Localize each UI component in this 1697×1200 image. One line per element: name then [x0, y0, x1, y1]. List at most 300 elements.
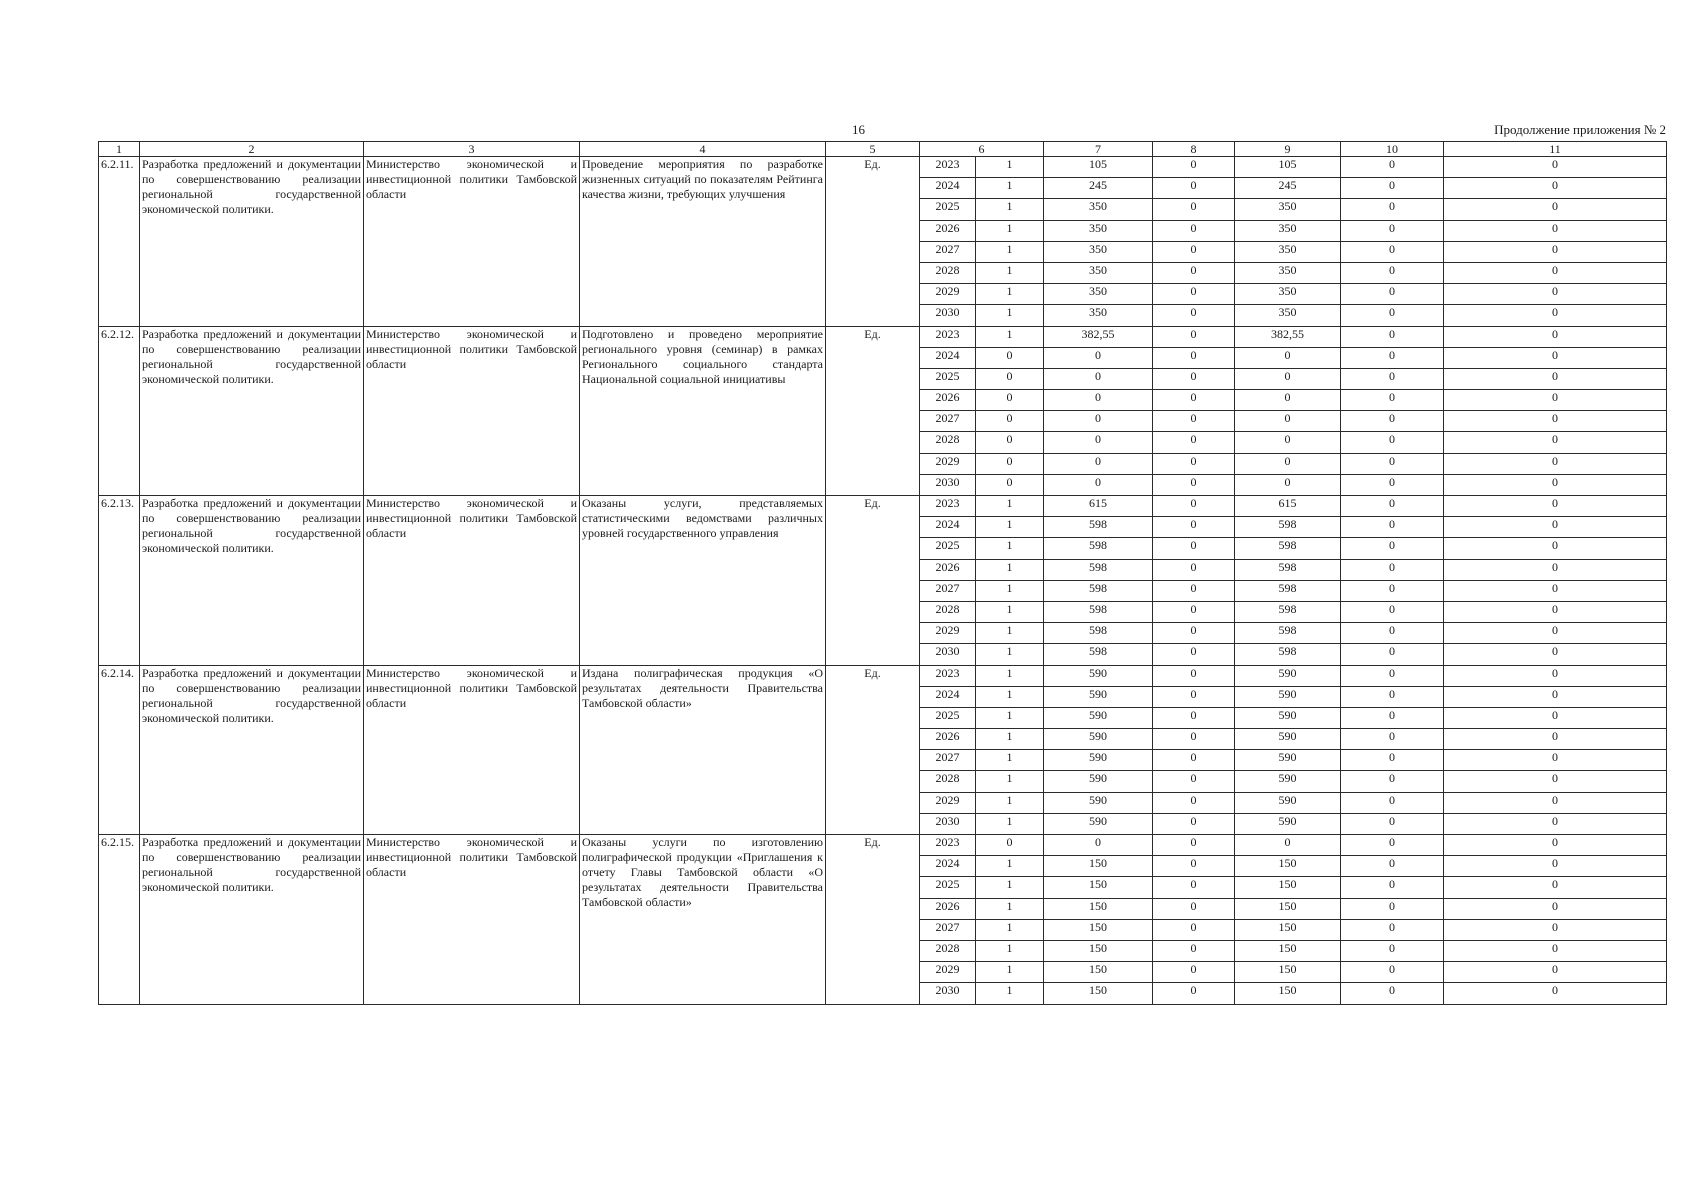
table-row [99, 835, 1667, 856]
total-cell: 598 [1044, 623, 1153, 644]
total-cell: 590 [1044, 750, 1153, 771]
total-cell: 350 [1044, 284, 1153, 305]
local-budget-cell: 0 [1341, 792, 1444, 813]
local-budget-cell: 0 [1341, 729, 1444, 750]
year-cell: 2024 [920, 347, 976, 368]
regional-budget-cell: 0 [1235, 453, 1341, 474]
total-cell: 350 [1044, 241, 1153, 262]
federal-budget-cell: 0 [1153, 368, 1235, 389]
total-cell: 590 [1044, 792, 1153, 813]
indicator-value-cell: 1 [976, 538, 1044, 559]
indicator-value-cell: 0 [976, 474, 1044, 495]
other-sources-cell: 0 [1444, 665, 1667, 686]
federal-budget-cell: 0 [1153, 178, 1235, 199]
other-sources-cell: 0 [1444, 940, 1667, 961]
year-cell: 2026 [920, 729, 976, 750]
local-budget-cell: 0 [1341, 262, 1444, 283]
total-cell: 150 [1044, 877, 1153, 898]
regional-budget-cell: 590 [1235, 750, 1341, 771]
local-budget-cell: 0 [1341, 347, 1444, 368]
total-cell: 590 [1044, 707, 1153, 728]
year-cell: 2028 [920, 262, 976, 283]
other-sources-cell: 0 [1444, 262, 1667, 283]
indicator-value-cell: 1 [976, 919, 1044, 940]
other-sources-cell: 0 [1444, 517, 1667, 538]
regional-budget-cell: 0 [1235, 368, 1341, 389]
item-executor: Министерство экономической и инвестиционной политики Тамбовской области [364, 665, 580, 835]
local-budget-cell: 0 [1341, 771, 1444, 792]
federal-budget-cell: 0 [1153, 517, 1235, 538]
regional-budget-cell: 150 [1235, 919, 1341, 940]
indicator-value-cell: 1 [976, 962, 1044, 983]
continuation-label: Продолжение приложения № 2 [1494, 122, 1666, 137]
other-sources-cell: 0 [1444, 199, 1667, 220]
column-header: 6 [920, 142, 1044, 157]
other-sources-cell: 0 [1444, 368, 1667, 389]
regional-budget-cell: 0 [1235, 474, 1341, 495]
regional-budget-cell: 590 [1235, 771, 1341, 792]
regional-budget-cell: 150 [1235, 962, 1341, 983]
year-cell: 2029 [920, 792, 976, 813]
local-budget-cell: 0 [1341, 220, 1444, 241]
total-cell: 0 [1044, 432, 1153, 453]
item-name: Разработка предложений и документации по совершенствованию реализации региональной государственной экономической политики. [140, 157, 364, 327]
federal-budget-cell: 0 [1153, 559, 1235, 580]
year-cell: 2029 [920, 623, 976, 644]
total-cell: 150 [1044, 856, 1153, 877]
local-budget-cell: 0 [1341, 411, 1444, 432]
column-header: 5 [826, 142, 920, 157]
year-cell: 2029 [920, 284, 976, 305]
federal-budget-cell: 0 [1153, 432, 1235, 453]
other-sources-cell: 0 [1444, 835, 1667, 856]
table-row [99, 665, 1667, 686]
indicator-value-cell: 1 [976, 665, 1044, 686]
year-cell: 2028 [920, 771, 976, 792]
local-budget-cell: 0 [1341, 644, 1444, 665]
item-unit: Ед. [826, 496, 920, 666]
other-sources-cell: 0 [1444, 411, 1667, 432]
year-cell: 2024 [920, 856, 976, 877]
regional-budget-cell: 0 [1235, 390, 1341, 411]
item-number: 6.2.11. [99, 157, 140, 327]
local-budget-cell: 0 [1341, 474, 1444, 495]
year-cell: 2024 [920, 517, 976, 538]
program-table [98, 141, 1667, 1005]
local-budget-cell: 0 [1341, 940, 1444, 961]
federal-budget-cell: 0 [1153, 835, 1235, 856]
year-cell: 2026 [920, 390, 976, 411]
regional-budget-cell: 590 [1235, 729, 1341, 750]
other-sources-cell: 0 [1444, 496, 1667, 517]
other-sources-cell: 0 [1444, 601, 1667, 622]
federal-budget-cell: 0 [1153, 241, 1235, 262]
total-cell: 150 [1044, 983, 1153, 1004]
regional-budget-cell: 350 [1235, 284, 1341, 305]
year-cell: 2026 [920, 898, 976, 919]
indicator-value-cell: 1 [976, 940, 1044, 961]
federal-budget-cell: 0 [1153, 919, 1235, 940]
local-budget-cell: 0 [1341, 559, 1444, 580]
other-sources-cell: 0 [1444, 771, 1667, 792]
total-cell: 350 [1044, 220, 1153, 241]
other-sources-cell: 0 [1444, 919, 1667, 940]
regional-budget-cell: 615 [1235, 496, 1341, 517]
item-name: Разработка предложений и документации по совершенствованию реализации региональной государственной экономической политики. [140, 835, 364, 1005]
local-budget-cell: 0 [1341, 326, 1444, 347]
local-budget-cell: 0 [1341, 856, 1444, 877]
year-cell: 2024 [920, 686, 976, 707]
regional-budget-cell: 0 [1235, 432, 1341, 453]
column-header: 1 [99, 142, 140, 157]
federal-budget-cell: 0 [1153, 157, 1235, 178]
item-result: Подготовлено и проведено мероприятие регионального уровня (семинар) в рамках Регионального социального стандарта Национальной социальной инициативы [580, 326, 826, 496]
local-budget-cell: 0 [1341, 432, 1444, 453]
federal-budget-cell: 0 [1153, 411, 1235, 432]
column-header: 2 [140, 142, 364, 157]
other-sources-cell: 0 [1444, 750, 1667, 771]
regional-budget-cell: 350 [1235, 220, 1341, 241]
regional-budget-cell: 590 [1235, 792, 1341, 813]
regional-budget-cell: 590 [1235, 686, 1341, 707]
other-sources-cell: 0 [1444, 792, 1667, 813]
federal-budget-cell: 0 [1153, 580, 1235, 601]
year-cell: 2028 [920, 432, 976, 453]
year-cell: 2029 [920, 962, 976, 983]
item-number: 6.2.15. [99, 835, 140, 1005]
total-cell: 0 [1044, 474, 1153, 495]
other-sources-cell: 0 [1444, 580, 1667, 601]
total-cell: 0 [1044, 453, 1153, 474]
other-sources-cell: 0 [1444, 559, 1667, 580]
indicator-value-cell: 1 [976, 856, 1044, 877]
item-unit: Ед. [826, 835, 920, 1005]
federal-budget-cell: 0 [1153, 792, 1235, 813]
year-cell: 2026 [920, 559, 976, 580]
item-result: Оказаны услуги по изготовлению полиграфической продукции «Приглашения к отчету Главы Тамбовской области «О результатах деятельности Правительства Тамбовской области» [580, 835, 826, 1005]
total-cell: 150 [1044, 940, 1153, 961]
total-cell: 0 [1044, 390, 1153, 411]
indicator-value-cell: 1 [976, 284, 1044, 305]
regional-budget-cell: 598 [1235, 580, 1341, 601]
regional-budget-cell: 105 [1235, 157, 1341, 178]
year-cell: 2027 [920, 750, 976, 771]
year-cell: 2027 [920, 411, 976, 432]
local-budget-cell: 0 [1341, 813, 1444, 834]
local-budget-cell: 0 [1341, 835, 1444, 856]
column-header: 3 [364, 142, 580, 157]
federal-budget-cell: 0 [1153, 707, 1235, 728]
column-header: 4 [580, 142, 826, 157]
regional-budget-cell: 245 [1235, 178, 1341, 199]
local-budget-cell: 0 [1341, 305, 1444, 326]
total-cell: 150 [1044, 898, 1153, 919]
table-body [99, 157, 1667, 1005]
regional-budget-cell: 150 [1235, 983, 1341, 1004]
local-budget-cell: 0 [1341, 707, 1444, 728]
year-cell: 2026 [920, 220, 976, 241]
item-executor: Министерство экономической и инвестиционной политики Тамбовской области [364, 326, 580, 496]
local-budget-cell: 0 [1341, 241, 1444, 262]
year-cell: 2030 [920, 305, 976, 326]
regional-budget-cell: 598 [1235, 644, 1341, 665]
regional-budget-cell: 150 [1235, 940, 1341, 961]
indicator-value-cell: 1 [976, 644, 1044, 665]
local-budget-cell: 0 [1341, 390, 1444, 411]
federal-budget-cell: 0 [1153, 390, 1235, 411]
total-cell: 598 [1044, 644, 1153, 665]
year-cell: 2023 [920, 835, 976, 856]
indicator-value-cell: 1 [976, 326, 1044, 347]
total-cell: 598 [1044, 517, 1153, 538]
total-cell: 590 [1044, 665, 1153, 686]
federal-budget-cell: 0 [1153, 813, 1235, 834]
other-sources-cell: 0 [1444, 538, 1667, 559]
other-sources-cell: 0 [1444, 623, 1667, 644]
local-budget-cell: 0 [1341, 877, 1444, 898]
item-unit: Ед. [826, 665, 920, 835]
total-cell: 350 [1044, 199, 1153, 220]
regional-budget-cell: 350 [1235, 241, 1341, 262]
year-cell: 2029 [920, 453, 976, 474]
regional-budget-cell: 598 [1235, 559, 1341, 580]
regional-budget-cell: 598 [1235, 538, 1341, 559]
indicator-value-cell: 1 [976, 750, 1044, 771]
federal-budget-cell: 0 [1153, 623, 1235, 644]
total-cell: 245 [1044, 178, 1153, 199]
regional-budget-cell: 598 [1235, 601, 1341, 622]
item-executor: Министерство экономической и инвестиционной политики Тамбовской области [364, 157, 580, 327]
total-cell: 0 [1044, 347, 1153, 368]
total-cell: 598 [1044, 559, 1153, 580]
year-cell: 2025 [920, 877, 976, 898]
federal-budget-cell: 0 [1153, 644, 1235, 665]
total-cell: 590 [1044, 813, 1153, 834]
indicator-value-cell: 0 [976, 411, 1044, 432]
regional-budget-cell: 598 [1235, 623, 1341, 644]
indicator-value-cell: 1 [976, 199, 1044, 220]
indicator-value-cell: 1 [976, 157, 1044, 178]
year-cell: 2027 [920, 580, 976, 601]
year-cell: 2025 [920, 368, 976, 389]
indicator-value-cell: 1 [976, 601, 1044, 622]
federal-budget-cell: 0 [1153, 347, 1235, 368]
total-cell: 598 [1044, 601, 1153, 622]
federal-budget-cell: 0 [1153, 729, 1235, 750]
other-sources-cell: 0 [1444, 877, 1667, 898]
item-number: 6.2.14. [99, 665, 140, 835]
item-name: Разработка предложений и документации по совершенствованию реализации региональной государственной экономической политики. [140, 665, 364, 835]
indicator-value-cell: 0 [976, 390, 1044, 411]
indicator-value-cell: 1 [976, 686, 1044, 707]
indicator-value-cell: 1 [976, 983, 1044, 1004]
page-number: 16 [852, 122, 865, 137]
local-budget-cell: 0 [1341, 580, 1444, 601]
federal-budget-cell: 0 [1153, 284, 1235, 305]
item-result: Издана полиграфическая продукция «О результатах деятельности Правительства Тамбовской области» [580, 665, 826, 835]
indicator-value-cell: 1 [976, 813, 1044, 834]
column-header: 11 [1444, 142, 1667, 157]
item-unit: Ед. [826, 157, 920, 327]
local-budget-cell: 0 [1341, 898, 1444, 919]
regional-budget-cell: 382,55 [1235, 326, 1341, 347]
regional-budget-cell: 150 [1235, 877, 1341, 898]
federal-budget-cell: 0 [1153, 771, 1235, 792]
federal-budget-cell: 0 [1153, 326, 1235, 347]
federal-budget-cell: 0 [1153, 601, 1235, 622]
local-budget-cell: 0 [1341, 665, 1444, 686]
total-cell: 0 [1044, 835, 1153, 856]
column-header: 7 [1044, 142, 1153, 157]
year-cell: 2025 [920, 199, 976, 220]
local-budget-cell: 0 [1341, 686, 1444, 707]
indicator-value-cell: 1 [976, 580, 1044, 601]
indicator-value-cell: 1 [976, 305, 1044, 326]
other-sources-cell: 0 [1444, 241, 1667, 262]
other-sources-cell: 0 [1444, 220, 1667, 241]
year-cell: 2030 [920, 983, 976, 1004]
item-number: 6.2.12. [99, 326, 140, 496]
local-budget-cell: 0 [1341, 962, 1444, 983]
other-sources-cell: 0 [1444, 644, 1667, 665]
total-cell: 590 [1044, 729, 1153, 750]
federal-budget-cell: 0 [1153, 474, 1235, 495]
indicator-value-cell: 0 [976, 368, 1044, 389]
regional-budget-cell: 0 [1235, 347, 1341, 368]
local-budget-cell: 0 [1341, 538, 1444, 559]
indicator-value-cell: 0 [976, 432, 1044, 453]
regional-budget-cell: 350 [1235, 199, 1341, 220]
total-cell: 350 [1044, 262, 1153, 283]
regional-budget-cell: 598 [1235, 517, 1341, 538]
year-cell: 2025 [920, 538, 976, 559]
column-header: 9 [1235, 142, 1341, 157]
federal-budget-cell: 0 [1153, 962, 1235, 983]
indicator-value-cell: 1 [976, 241, 1044, 262]
year-cell: 2023 [920, 326, 976, 347]
table-row [99, 326, 1667, 347]
column-header: 8 [1153, 142, 1235, 157]
indicator-value-cell: 1 [976, 771, 1044, 792]
total-cell: 350 [1044, 305, 1153, 326]
year-cell: 2027 [920, 241, 976, 262]
other-sources-cell: 0 [1444, 962, 1667, 983]
total-cell: 615 [1044, 496, 1153, 517]
other-sources-cell: 0 [1444, 305, 1667, 326]
local-budget-cell: 0 [1341, 157, 1444, 178]
indicator-value-cell: 1 [976, 898, 1044, 919]
local-budget-cell: 0 [1341, 983, 1444, 1004]
indicator-value-cell: 1 [976, 623, 1044, 644]
table-row [99, 496, 1667, 517]
other-sources-cell: 0 [1444, 898, 1667, 919]
regional-budget-cell: 590 [1235, 665, 1341, 686]
federal-budget-cell: 0 [1153, 262, 1235, 283]
regional-budget-cell: 350 [1235, 262, 1341, 283]
indicator-value-cell: 1 [976, 792, 1044, 813]
federal-budget-cell: 0 [1153, 898, 1235, 919]
year-cell: 2023 [920, 157, 976, 178]
year-cell: 2030 [920, 813, 976, 834]
local-budget-cell: 0 [1341, 919, 1444, 940]
indicator-value-cell: 0 [976, 835, 1044, 856]
regional-budget-cell: 150 [1235, 898, 1341, 919]
local-budget-cell: 0 [1341, 199, 1444, 220]
table-row [99, 157, 1667, 178]
local-budget-cell: 0 [1341, 496, 1444, 517]
indicator-value-cell: 0 [976, 347, 1044, 368]
federal-budget-cell: 0 [1153, 665, 1235, 686]
indicator-value-cell: 1 [976, 262, 1044, 283]
other-sources-cell: 0 [1444, 284, 1667, 305]
item-unit: Ед. [826, 326, 920, 496]
indicator-value-cell: 1 [976, 707, 1044, 728]
federal-budget-cell: 0 [1153, 686, 1235, 707]
total-cell: 150 [1044, 919, 1153, 940]
item-result: Оказаны услуги, представляемых статистическими ведомствами различных уровней государственного управления [580, 496, 826, 666]
federal-budget-cell: 0 [1153, 305, 1235, 326]
year-cell: 2024 [920, 178, 976, 199]
column-number-header [99, 142, 1667, 157]
other-sources-cell: 0 [1444, 432, 1667, 453]
federal-budget-cell: 0 [1153, 199, 1235, 220]
year-cell: 2030 [920, 644, 976, 665]
federal-budget-cell: 0 [1153, 750, 1235, 771]
total-cell: 105 [1044, 157, 1153, 178]
other-sources-cell: 0 [1444, 729, 1667, 750]
local-budget-cell: 0 [1341, 750, 1444, 771]
total-cell: 382,55 [1044, 326, 1153, 347]
item-executor: Министерство экономической и инвестиционной политики Тамбовской области [364, 496, 580, 666]
column-header: 10 [1341, 142, 1444, 157]
item-result: Проведение мероприятия по разработке жизненных ситуаций по показателям Рейтинга качества жизни, требующих улучшения [580, 157, 826, 327]
indicator-value-cell: 1 [976, 220, 1044, 241]
federal-budget-cell: 0 [1153, 877, 1235, 898]
total-cell: 150 [1044, 962, 1153, 983]
federal-budget-cell: 0 [1153, 940, 1235, 961]
other-sources-cell: 0 [1444, 453, 1667, 474]
other-sources-cell: 0 [1444, 347, 1667, 368]
local-budget-cell: 0 [1341, 284, 1444, 305]
other-sources-cell: 0 [1444, 856, 1667, 877]
regional-budget-cell: 590 [1235, 707, 1341, 728]
total-cell: 590 [1044, 686, 1153, 707]
indicator-value-cell: 1 [976, 178, 1044, 199]
year-cell: 2028 [920, 940, 976, 961]
federal-budget-cell: 0 [1153, 453, 1235, 474]
total-cell: 0 [1044, 368, 1153, 389]
federal-budget-cell: 0 [1153, 496, 1235, 517]
federal-budget-cell: 0 [1153, 220, 1235, 241]
other-sources-cell: 0 [1444, 707, 1667, 728]
indicator-value-cell: 0 [976, 453, 1044, 474]
other-sources-cell: 0 [1444, 390, 1667, 411]
year-cell: 2030 [920, 474, 976, 495]
indicator-value-cell: 1 [976, 729, 1044, 750]
federal-budget-cell: 0 [1153, 856, 1235, 877]
local-budget-cell: 0 [1341, 368, 1444, 389]
other-sources-cell: 0 [1444, 178, 1667, 199]
regional-budget-cell: 590 [1235, 813, 1341, 834]
local-budget-cell: 0 [1341, 517, 1444, 538]
local-budget-cell: 0 [1341, 178, 1444, 199]
indicator-value-cell: 1 [976, 517, 1044, 538]
regional-budget-cell: 0 [1235, 835, 1341, 856]
year-cell: 2028 [920, 601, 976, 622]
indicator-value-cell: 1 [976, 877, 1044, 898]
total-cell: 598 [1044, 580, 1153, 601]
item-executor: Министерство экономической и инвестиционной политики Тамбовской области [364, 835, 580, 1005]
